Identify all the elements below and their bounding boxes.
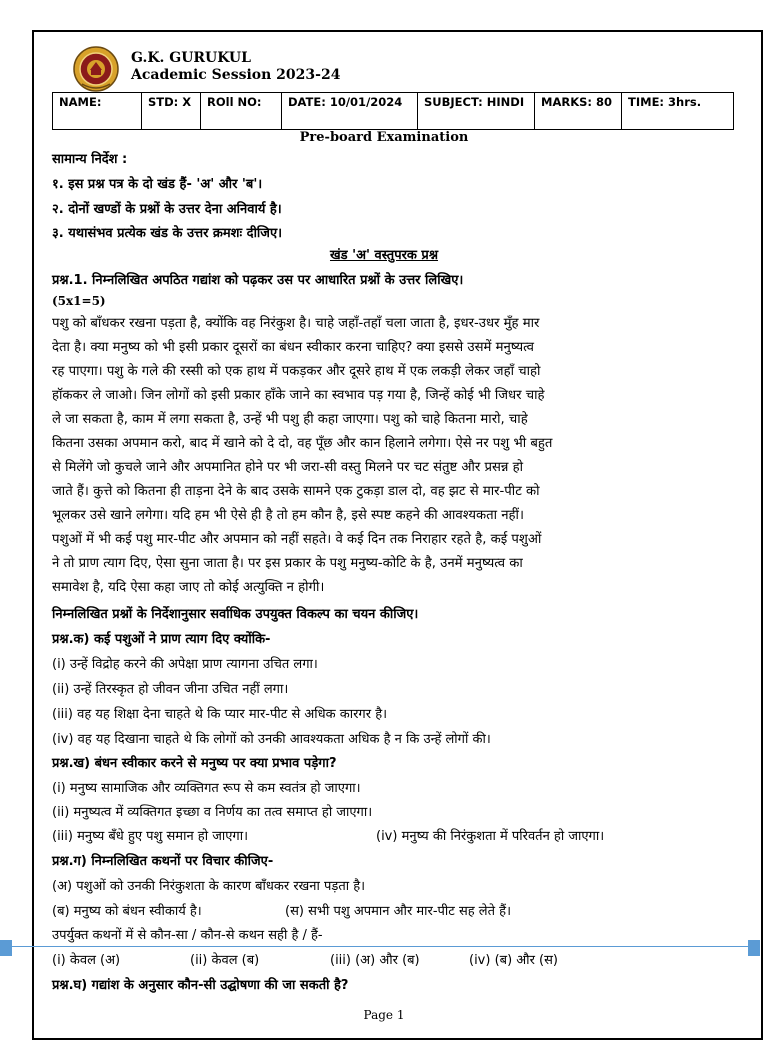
margin-marker-left <box>0 940 12 956</box>
marks-field: MARKS: 80 <box>535 93 622 130</box>
question-1-title: प्रश्न.1. निम्नलिखित अपठित गद्यांश को पढ़कर उस पर आधारित प्रश्नों के उत्तर लिखिए। <box>52 273 464 288</box>
statements-prompt: उपर्युक्त कथनों में से कौन-सा / कौन-से कथन सही है / हैं- <box>52 928 323 943</box>
name-field: NAME: <box>53 93 142 130</box>
instruction-item: १. इस प्रश्न पत्र के दो खंड हैं- 'अ' और 'ब'। <box>52 177 263 192</box>
std-field: STD: X <box>142 93 201 130</box>
option-ga-1: (i) केवल (अ) <box>52 953 121 968</box>
roll-no-field: ROll NO: <box>201 93 282 130</box>
directive: निम्नलिखित प्रश्नों के निर्देशानुसार सर्वाधिक उपयुक्त विकल्प का चयन कीजिए। <box>52 607 419 622</box>
statement-a: (अ) पशुओं को उनकी निरंकुशता के कारण बाँधकर रखना पड़ता है। <box>52 879 366 894</box>
question-kha: प्रश्न.ख) बंधन स्वीकार करने से मनुष्य पर क्या प्रभाव पड़ेगा? <box>52 756 337 771</box>
option-ka-1: (i) उन्हें विद्रोह करने की अपेक्षा प्राण त्यागना उचित लगा। <box>52 657 318 672</box>
question-ga: प्रश्न.ग) निम्नलिखित कथनों पर विचार कीजिए- <box>52 854 274 869</box>
option-ka-3: (iii) वह यह शिक्षा देना चाहते थे कि प्यार मार-पीट से अधिक कारगर है। <box>52 707 388 722</box>
school-crest-icon <box>72 46 120 92</box>
passage-line: हॉककर ले जाओ। जिन लोगों को इसी प्रकार हाँके जाने का स्वभाव पड़ गया है, जिन्हें कोई भी जिधर चाहे <box>52 388 545 403</box>
academic-session: Academic Session 2023-24 <box>131 67 341 83</box>
date-field: DATE: 10/01/2024 <box>282 93 418 130</box>
passage-line: जाते हैं। कुत्ते को कितना ही ताड़ना देने के बाद उसके सामने एक टुकड़ा डाल दो, वह झट से मार-पीट को <box>52 484 540 499</box>
student-info-table <box>52 92 734 130</box>
question-ka: प्रश्न.क) कई पशुओं ने प्राण त्याग दिए क्योंकि- <box>52 632 271 647</box>
passage-line: ने तो प्राण त्याग दिए, ऐसा सुना जाता है। पर इस प्रकार के पशु मनुष्य-कोटि के है, उनमें मनुष्यत्व का <box>52 556 523 571</box>
passage-line: पशु को बाँधकर रखना पड़ता है, क्योंकि वह निरंकुश है। चाहे जहाँ-तहाँ चला जाता है, इधर-उधर मुँह मार <box>52 316 540 331</box>
option-kha-4: (iv) मनुष्य की निरंकुशता में परिवर्तन हो जाएगा। <box>376 829 605 844</box>
option-ka-4: (iv) वह यह दिखाना चाहते थे कि लोगों को उनकी आवश्यकता अधिक है न कि उन्हें लोगों की। <box>52 732 491 747</box>
exam-title: Pre-board Examination <box>299 130 469 145</box>
school-header <box>131 50 340 84</box>
option-ka-2: (ii) उन्हें तिरस्कृत हो जीवन जीना उचित नहीं लगा। <box>52 682 289 697</box>
passage-line: ले जा सकता है, काम में लगा सकता है, उन्हें भी पशु ही कहा जाएगा। पशु को चाहे कितना मारो, चाहे <box>52 412 528 427</box>
passage-line: पशुओं में भी कई पशु मार-पीट और अपमान को नहीं सहते। वे कई दिन तक निराहार रहते है, कई पशुओं <box>52 532 542 547</box>
statement-b: (ब) मनुष्य को बंधन स्वीकार्य है। <box>52 904 202 919</box>
option-ga-3: (iii) (अ) और (ब) <box>330 953 420 968</box>
page-number: Page 1 <box>363 1008 405 1022</box>
passage-line: देता है। क्या मनुष्य को भी इसी प्रकार दूसरों का बंधन स्वीकार करना चाहिए? क्या इससे उसमें मनुष्यत्व <box>52 340 534 355</box>
statement-s: (स) सभी पशु अपमान और मार-पीट सह लेते हैं। <box>285 904 511 919</box>
question-gha: प्रश्न.घ) गद्यांश के अनुसार कौन-सी उद्घोषणा की जा सकती है? <box>52 978 349 993</box>
option-ga-4: (iv) (ब) और (स) <box>469 953 558 968</box>
section-heading: खंड 'अ' वस्तुपरक प्रश्न <box>329 248 439 263</box>
margin-guide-line <box>12 946 750 947</box>
option-ga-2: (ii) केवल (ब) <box>190 953 260 968</box>
subject-field: SUBJECT: HINDI <box>418 93 535 130</box>
option-kha-2: (ii) मनुष्यत्व में व्यक्तिगत इच्छा व निर्णय का तत्व समाप्त हो जाएगा। <box>52 805 373 820</box>
option-kha-1: (i) मनुष्य सामाजिक और व्यक्तिगत रूप से कम स्वतंत्र हो जाएगा। <box>52 781 361 796</box>
passage-line: से मिलेंगे जो कुचले जाने और अपमानित होने पर भी जरा-सी वस्तु मिलने पर चट संतुष्ट और प्रसन्न हो <box>52 460 524 475</box>
option-kha-3: (iii) मनुष्य बँधे हुए पशु समान हो जाएगा। <box>52 829 249 844</box>
instruction-item: ३. यथासंभव प्रत्येक खंड के उत्तर क्रमशः दीजिए। <box>52 226 283 241</box>
margin-marker-right <box>748 940 760 956</box>
instruction-item: २. दोनों खण्डों के प्रश्नों के उत्तर देना अनिवार्य है। <box>52 202 282 217</box>
instructions-heading: सामान्य निर्देश : <box>52 152 128 167</box>
passage-line: रह पाएगा। पशु के गले की रस्सी को एक हाथ में पकड़कर और दूसरे हाथ में एक लकड़ी लेकर जहाँ चाहो <box>52 364 541 379</box>
question-1-marks: (5x1=5) <box>52 294 106 308</box>
passage-line: भूलकर उसे खाने लगेगा। यदि हम भी ऐसे ही है तो हम कौन है, इसे स्पष्ट कहने की आवश्यकता नहीं। <box>52 508 524 523</box>
school-name: G.K. GURUKUL <box>131 50 251 66</box>
passage-line: समावेश है, यदि ऐसा कहा जाए तो कोई अत्युक्ति न होगी। <box>52 580 325 595</box>
passage-line: कितना उसका अपमान करो, बाद में खाने को दे दो, वह पूँछ और कान हिलाने लगेगा। ऐसे नर पशु भी बहुत <box>52 436 553 451</box>
time-field: TIME: 3hrs. <box>622 93 734 130</box>
